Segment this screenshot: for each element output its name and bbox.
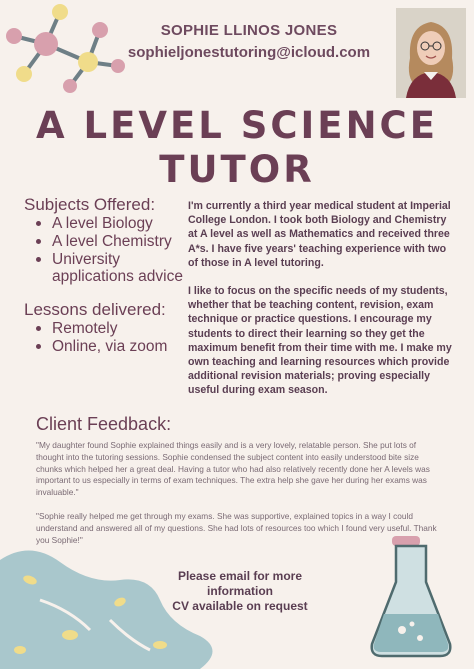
flask-icon	[368, 534, 454, 660]
list-item: A level Biology	[24, 215, 184, 232]
testimonial-1: "My daughter found Sophie explained things easily and is a very lovely, relatable person. She put lots of thought into the tutoring sessions. Sophie condensed the subject content into easily understood bite size chunks which helped her a great deal. Having a tutor who had also relatively recently done her A levels was important to us especially in terms of exam techniques. The extra help she gave her during her exams was invaluable."	[36, 440, 430, 498]
tutor-name: SOPHIE LLINOS JONES	[160, 22, 338, 39]
lessons-heading: Lessons delivered:	[24, 300, 166, 319]
subjects-heading: Subjects Offered:	[24, 195, 156, 214]
subjects-list	[24, 215, 184, 286]
contact-line-2: information	[207, 584, 273, 598]
testimonial-2: "Sophie really helped me get through my exams. She was supportive, explained topics in a way I could understand and answered all of my questions. She had lots of resources too which I found very useful. Thank you Sophie!"	[36, 510, 437, 545]
intro-paragraph-1: I'm currently a third year medical student at Imperial College London. I took both Biology and Chemistry at A level as well as Mathematics and received three A*s. I have five years' teaching experience with two of those in A level tutoring.	[188, 200, 451, 269]
profile-photo	[396, 8, 466, 98]
list-item: A level Chemistry	[24, 233, 184, 250]
list-item: Remotely	[24, 320, 184, 337]
profile-photo-image	[396, 8, 466, 98]
contact-line-1: Please email for more	[177, 569, 303, 583]
list-item: University applications advice	[24, 251, 184, 285]
title-line-2: TUTOR	[159, 148, 315, 191]
title-line-1: A LEVEL SCIENCE	[36, 104, 438, 147]
feedback-heading: Client Feedback:	[36, 414, 172, 434]
lessons-list	[24, 320, 184, 356]
contact-email[interactable]: sophieljonestutoring@icloud.com	[127, 44, 371, 61]
cell-blob-illustration	[0, 540, 220, 669]
intro-text	[188, 199, 454, 412]
list-item: Online, via zoom	[24, 338, 184, 355]
page-title	[0, 104, 474, 192]
intro-paragraph-2: I like to focus on the specific needs of my students, whether that be teaching content, revision, exam technique or practice questions. I encourage my students to direct their learning so they get the maximum benefit from their time with me. I make my own teaching and learning resources which provide additional revision materials; proving especially useful during exam season.	[188, 285, 452, 397]
contact-line-3: CV available on request	[172, 599, 308, 613]
